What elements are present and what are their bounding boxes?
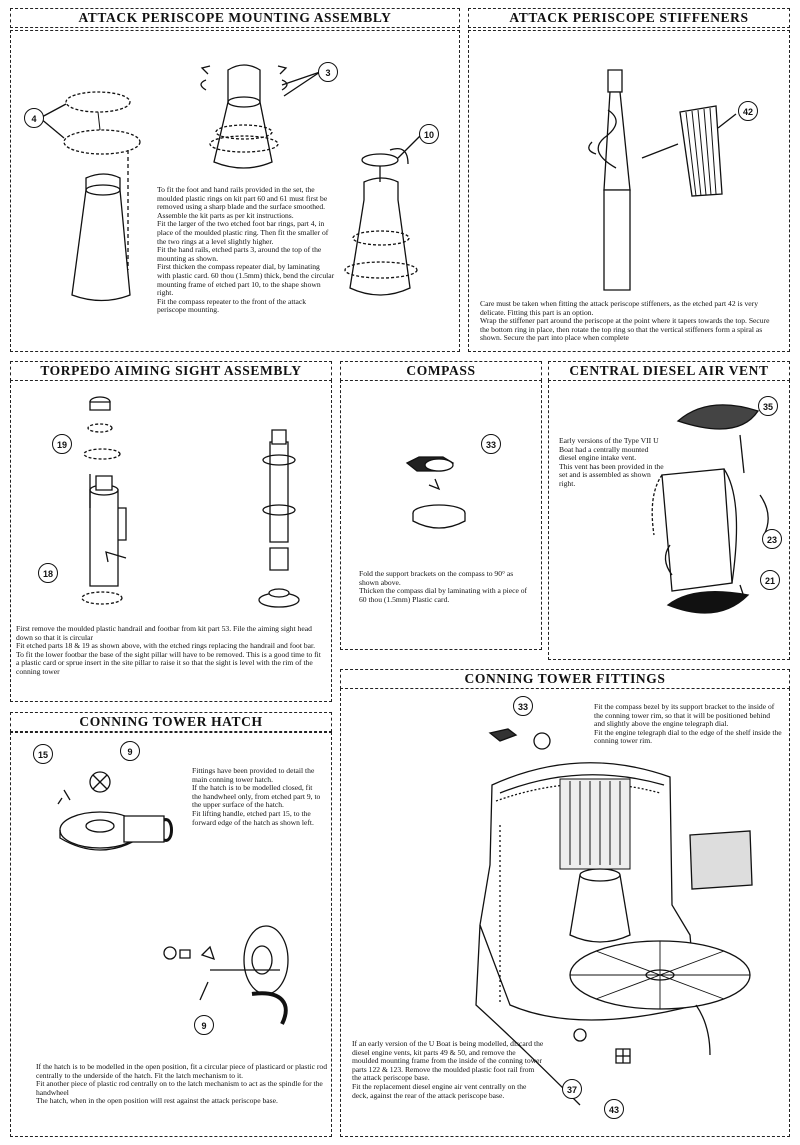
- part-label-9b: 9: [194, 1015, 214, 1035]
- torpedo-sight-text: [16, 625, 326, 677]
- paragraph: Fit etched parts 18 & 19 as shown above, with the etched rings replacing the handrail and foot bar.: [16, 641, 316, 651]
- paragraph: Fit lifting handle, etched part 15, to the forward edge of the hatch as shown left.: [192, 808, 314, 827]
- compass-text: [359, 570, 534, 604]
- part-label-37: 37: [562, 1079, 582, 1099]
- paragraph: Fit another piece of plastic rod centrally on to the latch mechanism to act as the spindle for the handwheel: [36, 1079, 323, 1097]
- periscope-mount-title: ATTACK PERISCOPE MOUNTING ASSEMBLY: [10, 8, 460, 28]
- paragraph: Fit the replacement diesel engine air vent centrally on the deck, against the rear of the attack periscope base.: [352, 1081, 527, 1100]
- torpedo-sight-illustration: [30, 390, 320, 620]
- paragraph: To fit the foot and hand rails provided in the set, the moulded plastic rings on kit part 60 and 61 must first be removed using a sharp blade and the surface smoothed. Assemble the kit parts as per kit instructions.: [157, 185, 328, 220]
- part-label-18: 18: [38, 563, 58, 583]
- conning-fittings-title: CONNING TOWER FITTINGS: [340, 669, 790, 689]
- part-label-42: 42: [738, 101, 758, 121]
- paragraph: Wrap the stiffener part around the periscope at the point where it tapers towards the top. Secure the bottom ring in place, then rotate the top ring so that the vertical stiffeners form a spiral as shown. Secure the part into place when complete: [480, 316, 770, 343]
- paragraph: Fit the engine telegraph dial to the edge of the shelf inside the conning tower rim.: [594, 727, 782, 746]
- paragraph: To fit the lower footbar the base of the sight pillar will have to be removed. This is a good time to fit a plastic card or sprue insert in the site pillar to raise it so that the sight is level with the rim of the conning tower: [16, 649, 321, 676]
- part-label-35: 35: [758, 396, 778, 416]
- conning-fittings-text-top: [594, 703, 782, 746]
- paragraph: Thicken the compass dial by laminating with a piece of 60 thou (1.5mm) Plastic card.: [359, 586, 528, 604]
- paragraph: The hatch, when in the open position will rest against the attack periscope base.: [36, 1096, 278, 1106]
- conning-hatch-text-top: [192, 767, 322, 827]
- paragraph: First thicken the compass repeater dial, by laminating with plastic card. 60 thou (1.5mm) thick, bend the circular mounting frame of etched part 10, to the shape shown right.: [157, 262, 335, 298]
- paragraph: If an early version of the U Boat is being modelled, discard the diesel engine vents, kit parts 49 & 50, and remove the moulded mounting frame from the inside of the conning tower parts 122 & 123. Remove the moulded plastic foot rail from the attack periscope base.: [352, 1039, 544, 1083]
- periscope-mount-text: [157, 186, 335, 315]
- paragraph: Care must be taken when fitting the attack periscope stiffeners, as the etched part 42 is very delicate. Fitting this part is an option.: [480, 299, 758, 317]
- part-label-10: 10: [419, 124, 439, 144]
- conning-fittings-text-bottom: [352, 1040, 544, 1100]
- compass-title: COMPASS: [340, 361, 542, 381]
- paragraph: If the hatch is to be modelled closed, fit the handwheel only, from etched part 9, to the upper surface of the hatch.: [192, 783, 321, 810]
- paragraph: Fittings have been provided to detail the main conning tower hatch.: [192, 766, 315, 784]
- part-label-3: 3: [318, 62, 338, 82]
- periscope-stiffeners-illustration: [480, 40, 780, 290]
- paragraph: Fit the compass bezel by its support bracket to the inside of the conning tower rim, so that it will be positioned behind and slightly above the engine telegraph dial.: [594, 702, 775, 729]
- part-label-15: 15: [33, 744, 53, 764]
- compass-illustration: [395, 445, 485, 535]
- part-label-4: 4: [24, 108, 44, 128]
- diesel-vent-text: [559, 437, 664, 489]
- paragraph: If the hatch is to be modelled in the open position, fit a circular piece of plasticard or plastic rod centrally to the underside of the hatch. Fit the latch mechanism to it.: [36, 1062, 327, 1080]
- torpedo-sight-title: TORPEDO AIMING SIGHT ASSEMBLY: [10, 361, 332, 381]
- paragraph: Fit the compass repeater to the front of the attack periscope mounting.: [157, 296, 307, 315]
- part-label-43: 43: [604, 1099, 624, 1119]
- paragraph: Fit the hand rails, etched parts 3, around the top of the mounting as shown.: [157, 245, 322, 263]
- periscope-stiffeners-title: ATTACK PERISCOPE STIFFENERS: [468, 8, 790, 28]
- paragraph: Early versions of the Type VII U Boat had a centrally mounted diesel engine intake vent.: [559, 436, 659, 463]
- periscope-stiffeners-text: [480, 300, 778, 343]
- part-label-33b: 33: [513, 696, 533, 716]
- part-label-19: 19: [52, 434, 72, 454]
- paragraph: Fold the support brackets on the compass to 90° as shown above.: [359, 569, 514, 587]
- paragraph: This vent has been provided in the set and is assembled as shown right.: [559, 461, 664, 488]
- part-label-9: 9: [120, 741, 140, 761]
- conning-hatch-text-bottom: [36, 1063, 328, 1106]
- diesel-vent-illustration: [640, 395, 790, 635]
- diesel-vent-title: CENTRAL DIESEL AIR VENT: [548, 361, 790, 381]
- part-label-33: 33: [481, 434, 501, 454]
- conning-hatch-title: CONNING TOWER HATCH: [10, 712, 332, 732]
- part-label-23: 23: [762, 529, 782, 549]
- paragraph: Fit the larger of the two etched foot bar rings, part 4, in place of the moulded plastic ring. Then fit the smaller of the two rings at a level slightly higher.: [157, 219, 329, 246]
- part-label-21: 21: [760, 570, 780, 590]
- paragraph: First remove the moulded plastic handrail and footbar from kit part 53. File the aiming sight head down so that it is circular: [16, 624, 312, 642]
